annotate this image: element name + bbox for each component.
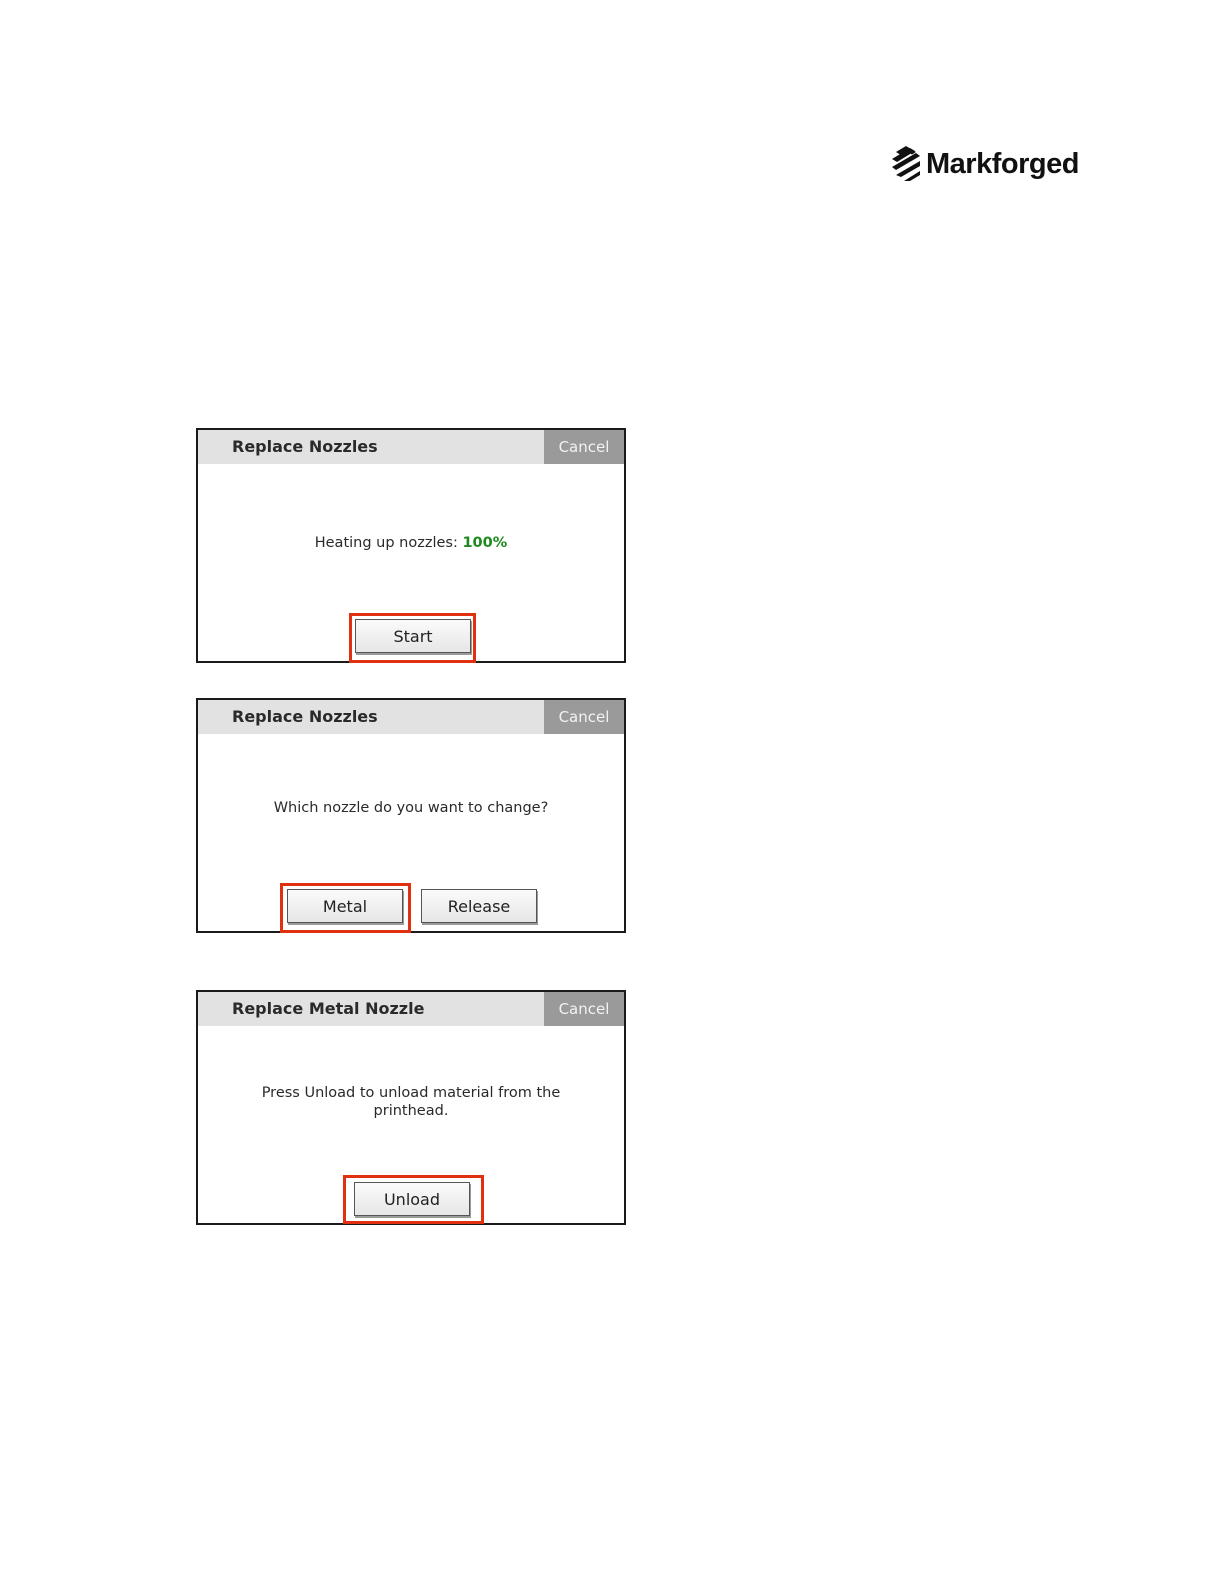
status-label: Heating up nozzles: bbox=[314, 535, 463, 551]
screen-title: Replace Nozzles bbox=[232, 437, 378, 456]
markforged-logo bbox=[890, 144, 1079, 184]
screen-replace-metal-nozzle bbox=[196, 990, 626, 1225]
question-message: Which nozzle do you want to change? bbox=[273, 800, 549, 816]
release-button[interactable]: Release bbox=[421, 889, 537, 923]
cancel-button[interactable]: Cancel bbox=[544, 430, 624, 464]
screen-header bbox=[198, 700, 624, 734]
unload-button[interactable]: Unload bbox=[354, 1182, 470, 1216]
instruction-message: Press Unload to unload material from the printhead. bbox=[261, 1085, 561, 1119]
screen-header bbox=[198, 992, 624, 1026]
heating-progress-value: 100% bbox=[462, 535, 508, 551]
screen-replace-nozzles-heating bbox=[196, 428, 626, 663]
start-button[interactable]: Start bbox=[355, 619, 471, 653]
screen-header bbox=[198, 430, 624, 464]
screen-title: Replace Metal Nozzle bbox=[232, 999, 425, 1018]
cancel-button[interactable]: Cancel bbox=[544, 992, 624, 1026]
screen-title: Replace Nozzles bbox=[232, 707, 378, 726]
cancel-button[interactable]: Cancel bbox=[544, 700, 624, 734]
metal-button[interactable]: Metal bbox=[287, 889, 403, 923]
status-message bbox=[198, 534, 624, 552]
logo-wordmark: Markforged bbox=[926, 148, 1079, 180]
screen-replace-nozzles-choose bbox=[196, 698, 626, 933]
markforged-logo-icon bbox=[890, 146, 922, 182]
